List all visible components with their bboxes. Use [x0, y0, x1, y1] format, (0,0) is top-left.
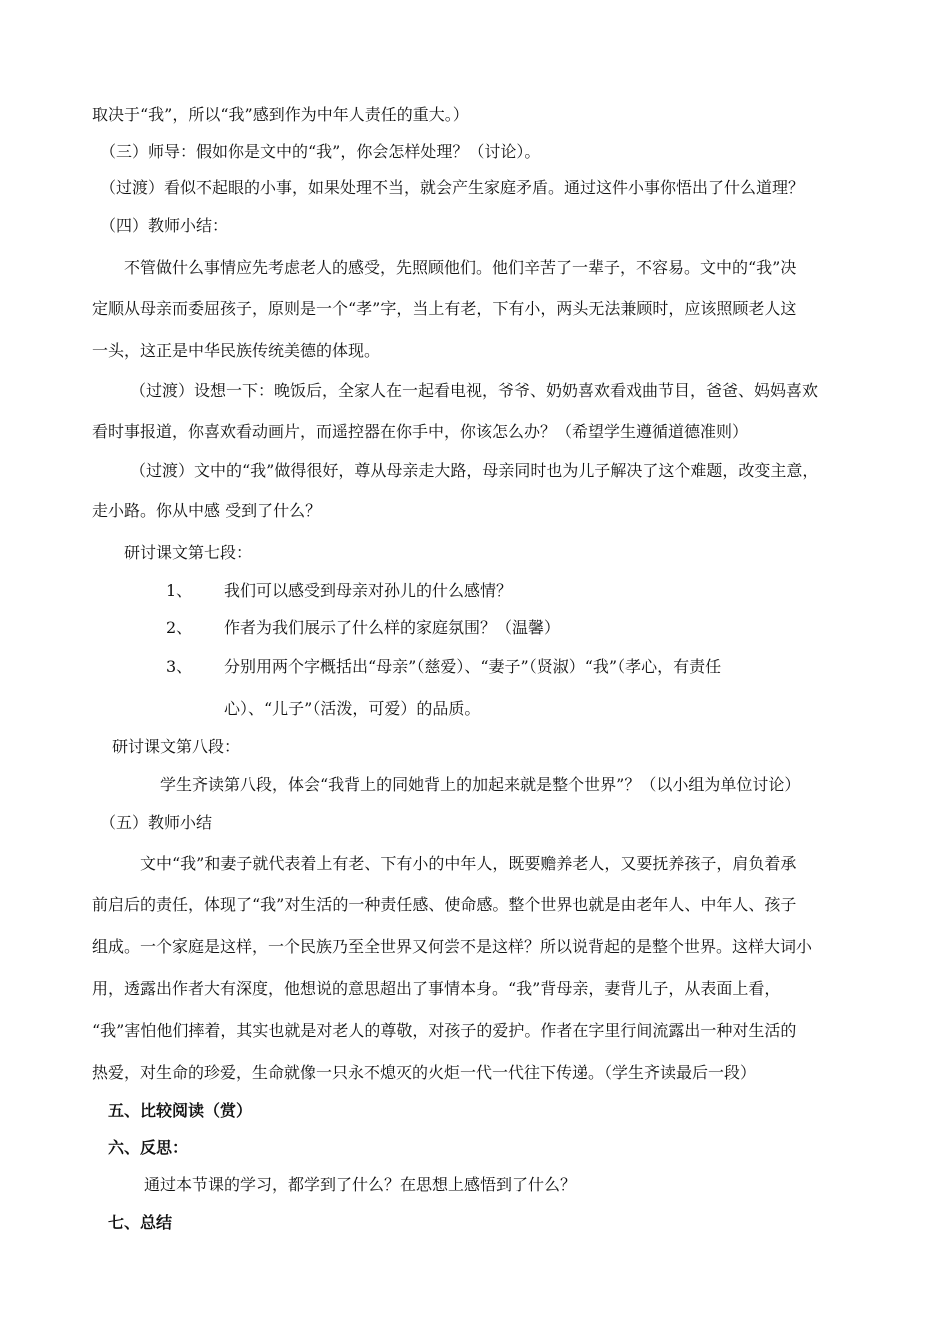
- section-line: （三）师导：假如你是文中的“我”，你会怎样处理？（讨论）。: [100, 142, 541, 161]
- paragraph-line: 热爱，对生命的珍爱，生命就像一只永不熄灭的火炬一代一代往下传递。（学生齐读最后一段）: [92, 1063, 757, 1082]
- paragraph-line: 通过本节课的学习，都学到了什么？在思想上感悟到了什么？: [144, 1175, 577, 1194]
- paragraph-line: 看时事报道，你喜欢看动画片，而遥控器在你手中，你该怎么办？（希望学生遵循道德准则）: [92, 422, 749, 441]
- transition-line: （过渡）设想一下：晚饭后，全家人在一起看电视，爷爷、奶奶喜欢看戏曲节目，爸爸、妈妈喜欢: [130, 381, 819, 400]
- transition-line: （过渡）文中的“我”做得很好，尊从母亲走大路，母亲同时也为儿子解决了这个难题，改变主意，: [130, 461, 819, 480]
- paragraph-line: 用，透露出作者大有深度，他想说的意思超出了事情本身。“我”背母亲，妻背儿子，从表面上看，: [92, 979, 781, 998]
- section-heading: 七、总结: [108, 1213, 173, 1232]
- paragraph-line: 学生齐读第八段，体会“我背上的同她背上的加起来就是整个世界”？（以小组为单位讨论）: [160, 775, 801, 794]
- list-item-text: 分别用两个字概括出“母亲”（慈爱）、“妻子”（贤淑）“我”（孝心，有责任: [224, 657, 722, 676]
- list-item-text: 心）、“儿子”（活泼，可爱）的品质。: [224, 699, 481, 718]
- list-item-text: 作者为我们展示了什么样的家庭氛围？（温馨）: [224, 618, 561, 637]
- paragraph-line: 文中“我”和妻子就代表着上有老、下有小的中年人，既要赡养老人，又要抚养孩子，肩负着承: [140, 854, 797, 873]
- paragraph-line: 前启后的责任，体现了“我”对生活的一种责任感、使命感。整个世界也就是由老年人、中年人、孩子: [92, 895, 797, 914]
- paragraph-line: 走小路。你从中感 受到了什么？: [92, 501, 322, 520]
- list-item-number: 2、: [166, 618, 193, 637]
- section-heading: 六、反思：: [108, 1138, 189, 1157]
- section-heading: 五、比较阅读（赏）: [108, 1101, 253, 1120]
- list-item-number: 3、: [166, 657, 193, 676]
- transition-line: （过渡）看似不起眼的小事，如果处理不当，就会产生家庭矛盾。通过这件小事你悟出了什么道理？: [100, 178, 805, 197]
- section-line: （五）教师小结: [100, 813, 213, 832]
- paragraph-line: 取决于“我”，所以“我”感到作为中年人责任的重大。）: [92, 105, 469, 124]
- list-item-text: 我们可以感受到母亲对孙儿的什么感情？: [224, 581, 513, 600]
- subheading-line: 研讨课文第八段：: [112, 737, 241, 756]
- paragraph-line: 组成。一个家庭是这样，一个民族乃至全世界又何尝不是这样？所以说背起的是整个世界。这样大词小: [92, 937, 813, 956]
- section-line: （四）教师小结：: [100, 216, 229, 235]
- paragraph-line: “我”害怕他们摔着，其实也就是对老人的尊敬，对孩子的爱护。作者在字里行间流露出一种对生活的: [92, 1021, 797, 1040]
- paragraph-line: 定顺从母亲而委屈孩子，原则是一个“孝”字，当上有老，下有小，两头无法兼顾时，应该照顾老人这: [92, 299, 797, 318]
- paragraph-line: 不管做什么事情应先考虑老人的感受，先照顾他们。他们辛苦了一辈子，不容易。文中的“我”决: [124, 258, 797, 277]
- paragraph-line: 一头，这正是中华民族传统美德的体现。: [92, 341, 381, 360]
- subheading-line: 研讨课文第七段：: [124, 543, 253, 562]
- list-item-number: 1、: [166, 581, 193, 600]
